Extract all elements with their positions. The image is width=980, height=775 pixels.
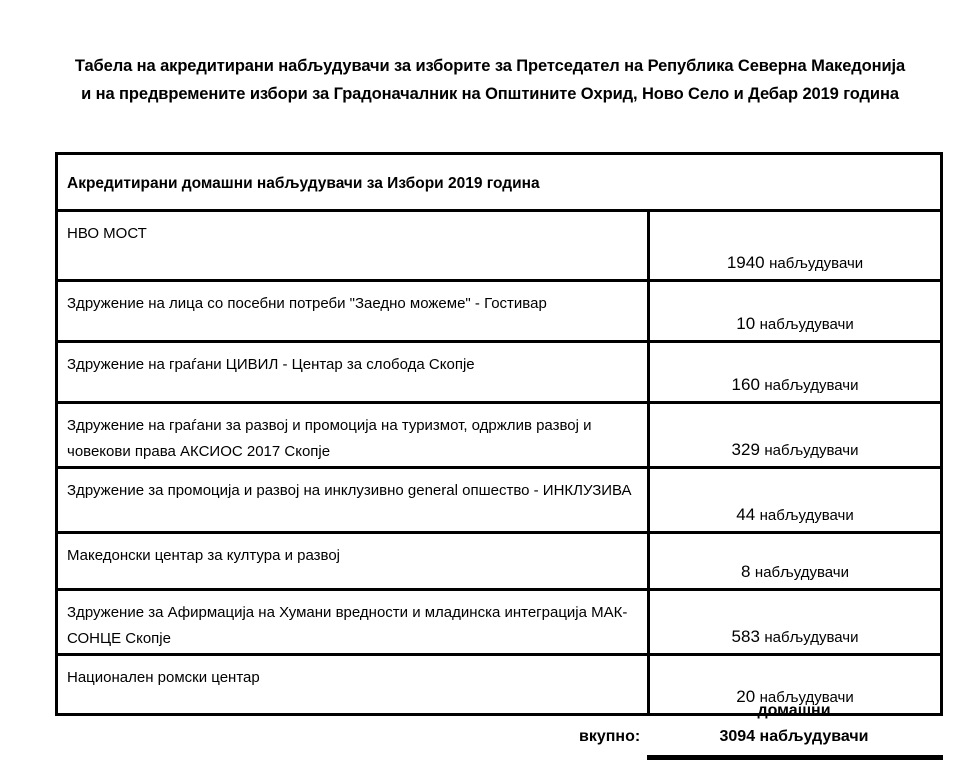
organization-name-cell [57, 468, 649, 533]
observer-count-line [650, 505, 940, 525]
observer-count-unit: набљудувачи [759, 507, 854, 524]
observer-count-unit: набљудувачи [764, 629, 859, 646]
total-qualifier: домашни [757, 702, 831, 719]
organization-name: Здружение на граѓани ЦИВИЛ - Центар за слобода Скопје [67, 356, 475, 373]
table-header-cell [57, 154, 942, 211]
page-title-line-1: Табела на акредитирани набљудувачи за изборите за Претседател на Република Северна Македонија [74, 57, 906, 75]
organization-name: НВО МОСТ [67, 225, 147, 242]
total-row [55, 700, 943, 772]
table-row [57, 468, 942, 533]
observer-count-cell [649, 342, 942, 403]
observer-count-line [650, 314, 940, 334]
observer-count-value: 44 [736, 505, 756, 524]
observer-count-value: 8 [741, 562, 751, 581]
organization-name: Здружение за промоција и развој на инклузивно general опшество - ИНКЛУЗИВА [67, 482, 632, 499]
organization-name-cell [57, 342, 649, 403]
table-row [57, 281, 942, 342]
total-unit: набљудувачи [759, 728, 869, 745]
table-row [57, 211, 942, 281]
organization-name-cell [57, 590, 649, 655]
observers-table-container [55, 152, 943, 716]
observer-count-cell [649, 468, 942, 533]
organization-name: Здружение на лица со посебни потреби "Заедно можеме" - Гостивар [67, 295, 547, 312]
observer-count-cell [649, 590, 942, 655]
organization-name-cell [57, 281, 649, 342]
observer-count-unit: набљудувачи [754, 564, 849, 581]
organization-name: Здружение на граѓани за развој и промоција на туризмот, одржлив развој и човекови права АКСИОС 2017 Скопје [67, 417, 592, 460]
total-underline [647, 755, 943, 760]
observer-count-unit: набљудувачи [764, 442, 859, 459]
page-title [0, 52, 980, 108]
observer-count-value: 583 [731, 627, 760, 646]
observer-count-line [650, 627, 940, 647]
organization-name-cell [57, 533, 649, 590]
observer-count-line [650, 440, 940, 460]
observer-count-value: 20 [736, 687, 756, 706]
observer-count-unit: набљудувачи [759, 689, 854, 706]
observer-count-unit: набљудувачи [769, 255, 864, 272]
total-label: вкупно: [579, 728, 641, 745]
observer-count-cell [649, 533, 942, 590]
observer-count-line [650, 562, 940, 582]
observer-count-value: 160 [731, 375, 760, 394]
observer-count-line [650, 375, 940, 395]
observer-count-unit: набљудувачи [759, 316, 854, 333]
table-header-row [57, 154, 942, 211]
organization-name: Здружение за Афирмација на Хумани вредности и младинска интеграција МАК-СОНЦЕ Скопје [67, 604, 628, 647]
observers-table [55, 152, 943, 716]
observer-count-unit: набљудувачи [764, 377, 859, 394]
observer-count-cell [649, 403, 942, 468]
table-row [57, 590, 942, 655]
organization-name-cell [57, 403, 649, 468]
observer-count-value: 329 [731, 440, 760, 459]
organization-name: Македонски центар за култура и развој [67, 547, 341, 564]
total-count: 3094 [719, 728, 756, 745]
table-row [57, 533, 942, 590]
observer-count-cell [649, 211, 942, 281]
total-value-line [645, 728, 943, 746]
observer-count-value: 1940 [726, 253, 765, 272]
page-title-line-2: и на предвремените избори за Градоначалник на Општините Охрид, Ново Село и Дебар 2019 година [81, 85, 899, 103]
organization-name-cell [57, 211, 649, 281]
observer-count-cell [649, 281, 942, 342]
table-header-label: Акредитирани домашни набљудувачи за Избори 2019 година [67, 175, 540, 192]
observer-count-value: 10 [736, 314, 756, 333]
observer-count-line [650, 253, 940, 273]
table-row [57, 403, 942, 468]
table-row [57, 342, 942, 403]
organization-name: Национален ромски центар [67, 669, 260, 686]
